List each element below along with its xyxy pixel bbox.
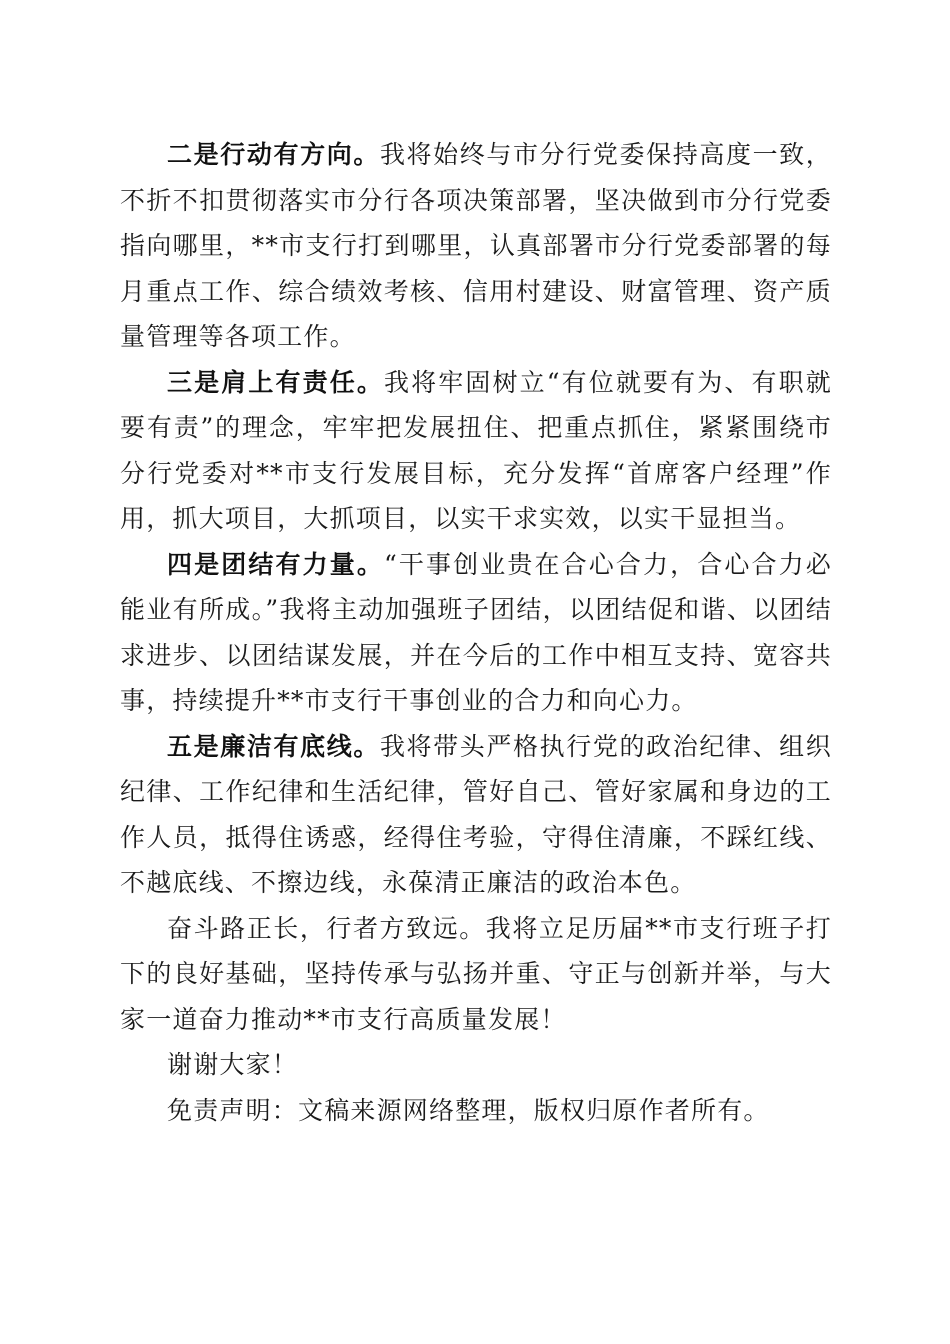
paragraph-text: 奋斗路正长，行者方致远。我将立足历届**市支行班子打下的良好基础，坚持传承与弘扬并重、守正与创新并举，与大家一道奋力推动**市支行高质量发展！ <box>120 913 832 1034</box>
paragraph-thanks <box>120 1042 832 1088</box>
paragraph-closing <box>120 906 832 1043</box>
paragraph-text: 我将牢固树立“有位就要有为、有职就要有责”的理念，牢牢把发展扭住、把重点抓住，紧紧围绕市分行党委对**市支行发展目标，充分发挥“首席客户经理”作用，抓大项目，大抓项目，以实干求实效，以实干显担当。 <box>120 367 832 533</box>
paragraph-responsibility <box>120 360 832 542</box>
paragraph-text: 谢谢大家！ <box>167 1050 299 1079</box>
paragraph-heading: 二是行动有方向。 <box>167 140 380 169</box>
paragraph-text: 我将始终与市分行党委保持高度一致，不折不扣贯彻落实市分行各项决策部署，坚决做到市分行党委指向哪里，**市支行打到哪里，认真部署市分行党委部署的每月重点工作、综合绩效考核、信用村建设、财富管理、资产质量管理等各项工作。 <box>120 140 832 351</box>
paragraph-integrity <box>120 724 832 906</box>
paragraph-text: “干事创业贵在合心合力，合心合力必能业有所成。”我将主动加强班子团结，以团结促和谐、以团结求进步、以团结谋发展，并在今后的工作中相互支持、宽容共事，持续提升**市支行干事创业的合力和向心力。 <box>120 549 832 715</box>
paragraph-action-direction <box>120 132 832 360</box>
paragraph-disclaimer <box>120 1088 832 1134</box>
document-page <box>120 132 832 1133</box>
paragraph-heading: 五是廉洁有底线。 <box>167 731 380 761</box>
paragraph-heading: 四是团结有力量。 <box>167 549 385 579</box>
paragraph-unity <box>120 542 832 724</box>
paragraph-heading: 三是肩上有责任。 <box>167 367 385 397</box>
paragraph-text: 免责声明：文稿来源网络整理，版权归原作者所有。 <box>167 1095 770 1125</box>
paragraph-text: 我将带头严格执行党的政治纪律、组织纪律、工作纪律和生活纪律，管好自己、管好家属和身边的工作人员，抵得住诱惑，经得住考验，守得住清廉，不踩红线、不越底线、不擦边线，永葆清正廉洁的政治本色。 <box>120 731 832 897</box>
